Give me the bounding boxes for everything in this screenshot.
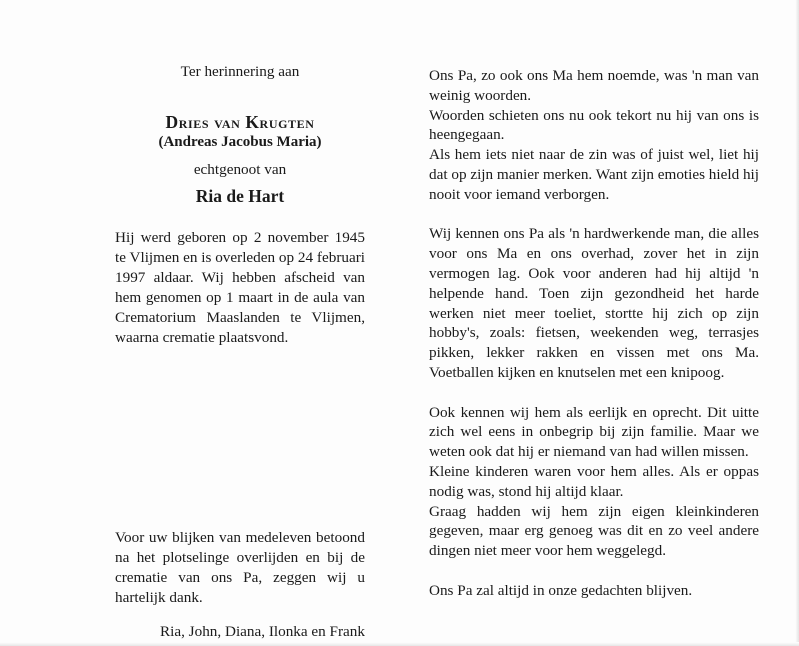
paragraph-6: Kleine kinderen waren voor hem alles. Als er oppas nodig was, stond hij altijd klaar. [429,462,759,500]
right-column [429,66,759,601]
paragraph-4: Wij kennen ons Pa als 'n hardwerkende man, die alles voor ons Ma en ons overhad, zover het in zijn vermogen lag. Ook voor anderen had hij altijd 'n helpende hand. Toen zijn gezondheid het harde werken niet meer toeliet, stortte hij zich op zijn hobby's, zoals: fietsen, weekenden weg, terrasjes pikken, lekker rakken en vissen met ons Ma. Voetballen kijken en knutselen met een knipoog. [429,225,759,381]
card-edge-right [795,0,799,646]
paragraph-2: Woorden schieten ons nu ook tekort nu hij van ons is heengegaan. [429,106,759,144]
paragraph-7: Graag hadden wij hem zijn eigen kleinkinderen gegeven, maar erg genoeg was dit en zo veel andere dingen niet meer voor hem weggelegd. [429,502,759,560]
spouse-name: Ria de Hart [195,186,285,206]
thanks-block [115,528,365,642]
deceased-full-name: (Andreas Jacobus Maria) [158,134,322,150]
paragraph-5: Ook kennen wij hem als eerlijk en oprecht. Dit uitte zich wel eens in onbegrip bij zijn familie. Maar we weten ook dat hij er niemand van had willen missen. [429,403,759,461]
family-signature: Ria, John, Diana, Ilonka en Frank [160,623,365,640]
paragraph-3: Als hem iets niet naar de zin was of juist wel, liet hij dat op zijn manier merken. Want zijn emoties hield hij nooit voor iemand verborgen. [429,146,760,203]
paragraph-1: Ons Pa, zo ook ons Ma hem noemde, was 'n man van weinig woorden. [429,67,759,104]
thanks-paragraph: Voor uw blijken van medeleven betoond na het plotselinge overlijden en bij de crematie van ons Pa, zeggen wij u hartelijk dank. [115,529,365,606]
paragraph-8: Ons Pa zal altijd in onze gedachten blijven. [429,581,693,599]
card-edge-bottom [0,642,799,646]
intro-text: Ter herinnering aan [180,63,300,80]
deceased-name: Dries van Krugten [165,112,315,132]
bio-paragraph: Hij werd geboren op 2 november 1945 te Vlijmen en is overleden op 24 februari 1997 aldaar. Wij hebben afscheid van hem genomen op 1 maart in de aula van Crematorium Maaslanden te Vlijmen, waarna crematie plaatsvond. [115,229,365,346]
relation-text: echtgenoot van [193,161,287,178]
left-column [115,62,365,640]
